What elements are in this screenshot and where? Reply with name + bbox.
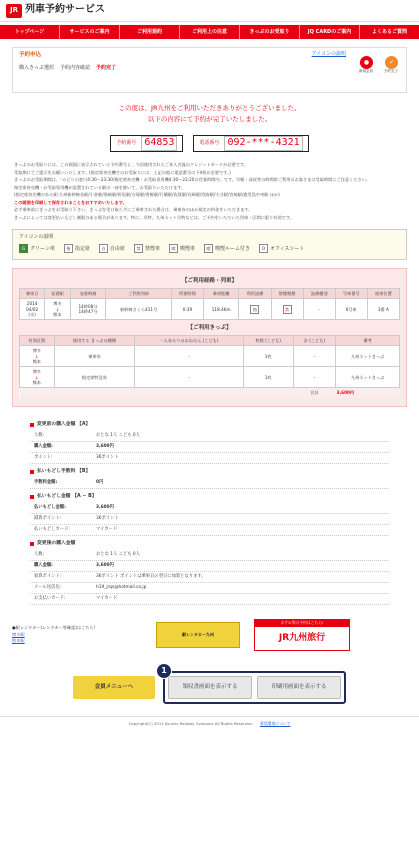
status-circles bbox=[360, 56, 400, 73]
jr-travel-banner[interactable] bbox=[254, 619, 350, 651]
distance: 118.4Km bbox=[203, 299, 238, 320]
summary-key: お支払いカード: bbox=[34, 596, 66, 602]
summary-row bbox=[30, 594, 389, 605]
total-value: 3,600円 bbox=[336, 388, 400, 398]
reserved-seat-icon: 指 bbox=[250, 305, 259, 314]
summary-row bbox=[30, 583, 389, 594]
legend-items bbox=[19, 244, 400, 253]
ticket-header-row bbox=[20, 336, 400, 346]
route-header-3: ご利用列車 bbox=[106, 288, 171, 298]
nav-item-4[interactable]: きっぷのお受取り bbox=[240, 25, 300, 39]
summary-value: 36ポイント ポイントは乗車日の翌日に加算となります。 bbox=[96, 574, 206, 580]
summary-row bbox=[30, 431, 389, 442]
summary-key: 人数: bbox=[34, 552, 45, 558]
ticket-title: 【ご利用きっぷ】 bbox=[187, 325, 232, 332]
summary-key: メール送信先: bbox=[34, 585, 62, 591]
route-header-row bbox=[20, 288, 400, 298]
bullet-icon bbox=[30, 470, 34, 474]
legend-item bbox=[259, 244, 304, 253]
summary-value: おとな 1人 こども 0人 bbox=[96, 552, 140, 558]
remark: 九州ネットきっぷ bbox=[336, 346, 400, 367]
legend-label: 喫煙ルーム付き bbox=[214, 245, 250, 252]
from-station: 博多 bbox=[32, 369, 41, 375]
bullet-icon bbox=[30, 542, 34, 546]
thanks-message bbox=[0, 103, 419, 125]
recommended-env-link[interactable]: 推奨環境について bbox=[260, 720, 291, 726]
rentacar-info bbox=[12, 625, 142, 644]
summary-row bbox=[30, 561, 389, 572]
reservation-numbers bbox=[0, 135, 419, 152]
note-3: きっぷのお受取期間は、「みどりの窓口4:30〜23:30/指定席券売機・お受取専用機4:30〜23:20の営業時間内」です。早朝・深夜等の時間帯ご利用のお客さまは受取時間にご注意ください。 bbox=[14, 177, 370, 183]
legend-item bbox=[134, 244, 160, 253]
summary-value: 3,600円 bbox=[96, 505, 114, 511]
route-header-5: 乗車距離 bbox=[203, 288, 238, 298]
summary-value: おとな 1人 こども 0人 bbox=[96, 433, 140, 439]
section bbox=[20, 367, 55, 388]
total-label: 合計 bbox=[293, 388, 336, 398]
note-4: 指定席券売機・お受取専用機が設置されている駅の一部を除いて、お受取りいただけます。 bbox=[14, 184, 186, 190]
train-name: 新幹線さくら411号 bbox=[106, 299, 171, 320]
note-7: 必ず乗車前にきっぷをお受取り下さい。きっぷを受け取らずにご乗車された場合は、乗車券のほか規定の料金をいただきます。 bbox=[14, 207, 253, 213]
copyright: Copyright(C) 2011 Kyushu Railway Company All Rights Reserved. bbox=[128, 720, 253, 726]
summary-row bbox=[30, 550, 389, 561]
travel-banner-title: JR九州旅行 bbox=[278, 632, 326, 643]
summary-value: マイカード bbox=[96, 527, 118, 533]
bullet-icon bbox=[30, 495, 34, 499]
summary-section-title bbox=[30, 494, 389, 500]
footer bbox=[0, 716, 419, 727]
summary-value: 36ポイント bbox=[96, 455, 119, 461]
arr-time: 14時47分 bbox=[78, 309, 98, 315]
reserve-number-label: 予約番号 bbox=[116, 140, 137, 147]
stations bbox=[45, 299, 70, 320]
duration: 0:39 bbox=[171, 299, 203, 320]
nav-item-3[interactable]: ご利用上の注意 bbox=[180, 25, 240, 39]
no-smoking-icon: 禁 bbox=[283, 305, 292, 314]
route-title: 【ご利用経路・列車】 bbox=[181, 278, 237, 285]
member-menu-button[interactable]: 会員メニューへ bbox=[73, 676, 155, 699]
summary-title-text: 払いもどし金額 【A − B】 bbox=[37, 493, 97, 499]
step-list bbox=[19, 65, 400, 71]
legend-label: 喫煙車 bbox=[179, 245, 195, 252]
reservation-detail bbox=[12, 268, 407, 407]
table-row bbox=[20, 299, 400, 320]
legend-label: 自由席 bbox=[109, 245, 125, 252]
step-1: 購入きっぷ選択 bbox=[19, 64, 55, 71]
ride-date: 2014 04/02 (水) bbox=[20, 299, 45, 320]
summary-key: 購入金額: bbox=[34, 563, 53, 569]
summary-row bbox=[30, 442, 389, 453]
ticket-kind: 指定席特急券 bbox=[54, 367, 135, 388]
ticket-header-2: 一人あたりのおねだん (こども) bbox=[135, 336, 243, 346]
section bbox=[20, 346, 55, 367]
summary-row bbox=[30, 478, 389, 489]
payment-summary bbox=[12, 413, 407, 609]
remark: 九州ネットきっぷ bbox=[336, 367, 400, 388]
step-3-current: 予約完了 bbox=[96, 64, 117, 71]
ticket-header-3: 枚数 (こども) bbox=[243, 336, 293, 346]
note-2: 受取期にてご提示をお願いいたします。(指定席券売機でのお受取りには、上記の他に電話番号の下4桁が必要です。) bbox=[14, 169, 231, 175]
quantity: 1枚 bbox=[243, 346, 293, 367]
ticket-header-0: 有効区間 bbox=[20, 336, 55, 346]
to-station: 熊本 bbox=[32, 358, 41, 364]
arrow-down-icon: ↓ bbox=[35, 374, 39, 380]
total-row bbox=[20, 388, 400, 398]
summary-key: 購入金額: bbox=[34, 444, 53, 450]
legend-icon: 自 bbox=[99, 244, 108, 253]
show-print-button[interactable]: 印刷用画面を表示する bbox=[257, 676, 341, 699]
step-badge: 1 bbox=[156, 663, 172, 679]
thanks-line-2: 以下の内容にて予約が完了いたしました。 bbox=[147, 115, 272, 124]
phone-number-value: 092-***-4321 bbox=[224, 136, 302, 151]
phone-number-label: 電話番号 bbox=[199, 140, 220, 147]
summary-title-text: 変更前の購入金額 【A】 bbox=[37, 421, 91, 427]
nav-item-0[interactable]: トップページ bbox=[0, 25, 60, 39]
nav-item-1[interactable]: サービスのご案内 bbox=[60, 25, 120, 39]
summary-value: 0円 bbox=[96, 480, 104, 486]
route-header-8: 設備種別 bbox=[303, 288, 335, 298]
summary-value: 36ポイント bbox=[96, 516, 119, 522]
site-title: 列車予約サービス bbox=[25, 4, 105, 16]
car-number: 6号車 bbox=[335, 299, 367, 320]
rentacar-link-hakata[interactable]: 博多駅 bbox=[12, 631, 25, 637]
step-2: 予約内容確認 bbox=[60, 64, 91, 71]
bullet-icon bbox=[30, 423, 34, 427]
summary-row bbox=[30, 514, 389, 525]
action-buttons bbox=[0, 665, 419, 704]
note-1: きっぷのお受取りには、この画面に表示されている予約番号と、今回使用されたご本人名義のクレジットカードが必要です。 bbox=[14, 162, 248, 168]
icon-legend bbox=[12, 229, 407, 260]
summary-key: 人数: bbox=[34, 433, 45, 439]
summary-row bbox=[30, 572, 389, 583]
step-box bbox=[12, 47, 407, 93]
ticket-header-4: 計 (こども) bbox=[293, 336, 336, 346]
travel-banner-caption: ホテル等の予約はこちら! bbox=[255, 620, 349, 627]
step-title: 予約申込 bbox=[19, 52, 42, 58]
legend-item bbox=[99, 244, 125, 253]
nav-item-6[interactable]: よくあるご質問 bbox=[371, 28, 407, 35]
legend-item bbox=[204, 244, 250, 253]
route-header-6: 利用設備 bbox=[239, 288, 271, 298]
route-header-1: 発着駅 bbox=[45, 288, 70, 298]
legend-label: オフィスシート bbox=[269, 245, 305, 252]
note-5: (指定席券売機のある駅:九州新幹線各駅/小倉駅/黒崎駅/折尾駅/吉塚駅/香椎駅/行橋駅/佐賀駅/長崎駅/別府駅/大分駅/宮崎駅/鹿児島中央駅 ほか) bbox=[14, 192, 280, 198]
facility bbox=[239, 299, 271, 320]
complete-icon: ✓ bbox=[385, 56, 398, 69]
complete-label: 予約完了 bbox=[384, 69, 398, 73]
summary-section-title bbox=[30, 469, 389, 475]
to-station: 熊本 bbox=[32, 379, 41, 385]
summary-value: h19_jrqs@hotmail.co.jp bbox=[96, 585, 147, 591]
route-header-9: 号車番号 bbox=[335, 288, 367, 298]
arrow-down-icon: ↓ bbox=[55, 306, 60, 312]
unit-price: - bbox=[135, 346, 243, 367]
global-nav bbox=[0, 25, 419, 39]
bottom-banners bbox=[12, 619, 407, 651]
subtotal: - bbox=[293, 346, 336, 367]
summary-row bbox=[30, 453, 389, 464]
ticket-table bbox=[19, 335, 400, 398]
table-row bbox=[20, 346, 400, 367]
icon-help-link[interactable]: アイコンの説明 bbox=[311, 51, 346, 57]
reserve-number-box bbox=[110, 135, 183, 152]
route-header-4: 所要時間 bbox=[171, 288, 203, 298]
member-label: 新規会員 bbox=[359, 69, 373, 73]
legend-icon: 指 bbox=[64, 244, 73, 253]
route-header-10: 座席位置 bbox=[367, 288, 399, 298]
summary-section-title bbox=[30, 541, 389, 547]
facility-type: - bbox=[303, 299, 335, 320]
route-header-0: 乗車日 bbox=[20, 288, 45, 298]
legend-icon: G bbox=[19, 244, 28, 253]
legend-icon: 喫 bbox=[204, 244, 213, 253]
summary-key: 払いもどし金額: bbox=[34, 505, 66, 511]
summary-key: 手数料金額: bbox=[34, 480, 58, 486]
arrow-down-icon: ↓ bbox=[35, 353, 39, 359]
member-icon: ● bbox=[360, 56, 373, 69]
header bbox=[0, 0, 419, 22]
legend-label: 指定席 bbox=[74, 245, 90, 252]
summary-value: 3,600円 bbox=[96, 444, 114, 450]
summary-key: ポイント: bbox=[34, 455, 53, 461]
rentacar-link-kumamoto[interactable]: 熊本駅 bbox=[12, 637, 25, 643]
legend-label: グリーン車 bbox=[30, 245, 55, 252]
subtotal: - bbox=[293, 367, 336, 388]
table-row bbox=[20, 367, 400, 388]
summary-title-text: 変更後の購入金額 bbox=[37, 540, 76, 546]
route-header-7: 禁煙喫煙 bbox=[271, 288, 303, 298]
summary-row bbox=[30, 503, 389, 514]
dep-time: 14時08分 bbox=[78, 303, 98, 309]
seat-position: 3番 A bbox=[367, 299, 399, 320]
legend-item bbox=[64, 244, 90, 253]
times bbox=[70, 299, 106, 320]
legend-title: アイコンの説明 bbox=[19, 234, 54, 241]
ticket-kind: 乗車券 bbox=[54, 346, 135, 367]
show-receipt-button[interactable]: 領収書画面を表示する bbox=[168, 676, 252, 699]
highlighted-buttons bbox=[161, 665, 346, 704]
unit-price: - bbox=[135, 367, 243, 388]
from-station: 博多 bbox=[32, 348, 41, 354]
smoking bbox=[271, 299, 303, 320]
phone-number-box bbox=[193, 135, 308, 152]
summary-row bbox=[30, 525, 389, 536]
nav-item-2[interactable]: ご利用規約 bbox=[120, 25, 180, 39]
summary-key: 払いもどしカード: bbox=[34, 527, 70, 533]
from-station: 博多 bbox=[53, 301, 62, 307]
nav-item-5[interactable]: JQ CARDのご案内 bbox=[300, 25, 360, 39]
summary-key: 加算ポイント: bbox=[34, 574, 62, 580]
legend-item bbox=[169, 244, 195, 253]
legend-item bbox=[19, 244, 55, 253]
legend-label: 禁煙車 bbox=[144, 245, 160, 252]
summary-value: 3,600円 bbox=[96, 563, 114, 569]
ticket-header-1: 使用する きっぷの種類 bbox=[54, 336, 135, 346]
legend-icon: O bbox=[259, 244, 268, 253]
summary-title-text: 払いもどし手数料 【B】 bbox=[37, 468, 91, 474]
legend-icon: 禁 bbox=[134, 244, 143, 253]
summary-section-title bbox=[30, 422, 389, 428]
ticket-header-5: 備考 bbox=[336, 336, 400, 346]
notes bbox=[14, 162, 405, 221]
thanks-line-1: この度は、JR九州をご利用いただきありがとうございました。 bbox=[118, 104, 301, 112]
route-table bbox=[19, 288, 400, 320]
jr-logo[interactable]: JR bbox=[6, 4, 22, 18]
rentacar-text: ●駅レンタカー(レンタカー等確認)はこちら! bbox=[12, 625, 96, 631]
note-6: この画面を印刷して保存されることをおすすめいたします。 bbox=[14, 199, 127, 205]
quantity: 1枚 bbox=[243, 367, 293, 388]
note-8: きっぷによっては変更払いもどし制限のある場合があります。特に、早特、九州ネット早特などは、ご予約をいただいた列車・区間に限り有効です。 bbox=[14, 214, 294, 220]
legend-icon: 喫 bbox=[169, 244, 178, 253]
summary-key: 減算ポイント: bbox=[34, 516, 62, 522]
reserve-number-value: 64853 bbox=[141, 136, 177, 151]
rentacar-banner[interactable]: 駅レンタカー九州 bbox=[156, 622, 240, 648]
to-station: 熊本 bbox=[53, 311, 62, 317]
route-header-2: 発着時刻 bbox=[70, 288, 106, 298]
summary-value: マイカード bbox=[96, 596, 118, 602]
